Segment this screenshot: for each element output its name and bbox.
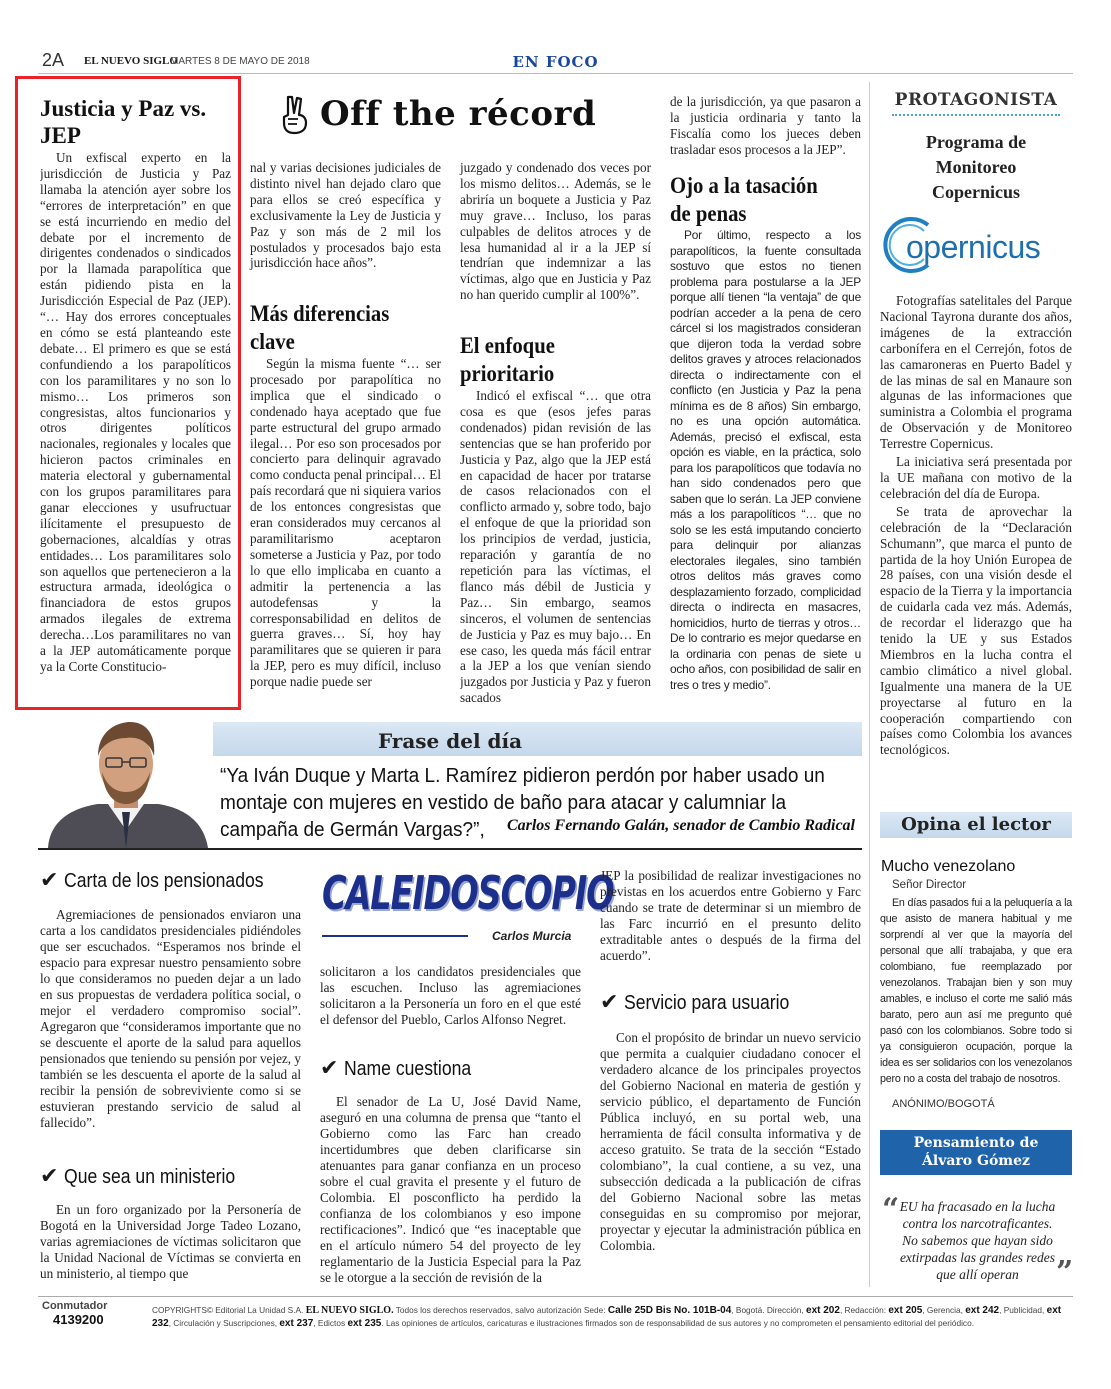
check-icon: ✔ <box>40 1164 59 1189</box>
page-number: 2A <box>42 50 65 70</box>
section3-continued <box>600 868 861 966</box>
footer-credits <box>152 1304 1062 1330</box>
newspaper-name: EL NUEVO SIGLO <box>84 55 178 67</box>
section4-paragraph: Con el propósito de brindar un nuevo servicio que permita a cualquier ciudadano conocer el verdadero alcance de los principales proyectos del Gobierno Nacional en materia de gestión y servicio público, el departamento de Función Pública incluyó, en su portal web, una herramienta de fácil consulta informativa y de acceso gratuito. Se trata de la sección “Estado colombiano”, la cual contiene, a su vez, una subsección dedicada a la publicación de cifras del Gobierno Nacional sobre las metas conseguidas en su compromiso por mejorar, proyectar y ejecutar la administración pública en Colombia. <box>600 1030 861 1253</box>
protagonista-label: PROTAGONISTA <box>894 90 1058 110</box>
speaker-photo <box>38 712 213 848</box>
section2-cont-paragraph: solicitaron a los candidatos presidenciales que las escuchen. Incluso las agremiaciones solicitaron a la Personería un foro en el que esté el defensor del Pueblo, Carlos Alfonso Negret. <box>320 964 581 1027</box>
protagonista-paragraph-1: Fotografías satelitales del Parque Nacional Tayrona durante dos años, imágenes de la extracción carbonífera en el Cerrejón, fotos de las camaroneras en Puerto Badel y de las minas de sal en Manaure son algunas de las informaciones que suministra a Colombia el programa de Observación y de Monitoreo Terrestre Copernicus. <box>880 293 1072 452</box>
col1-article <box>40 150 231 706</box>
col4-paragraph-b: Por último, respecto a los parapolíticos, la fuente consultada sostuvo que estos no tienen problema para postularse a la JEP porque allí tienen “la ventaja” de que podrían acceder a la pena de cero cárcel si los magistrados consideran que dijeron toda la verdad sobre delitos graves y atroces relacionados directa o indirectamente con el conflicto (en Justicia y Paz la pena mínima es de 8 años) Sin embargo, no es una opción automática. Además, precisó el exfiscal, esta opción es viable, en la práctica, solo para los parapolíticos que todavía no han sido condenados pero que saben que lo serán. La JEP conviene más a los parapolíticos “… que no solo se les está imputando concierto para delinquir por alianzas electorales ilegales, sino también otros delitos más graves como desplazamiento forzado, complicidad directa o indirecta en masacres, homicidios, hurto de tierras y otros…De lo contrario es mejor quedarse en la ordinaria con penas de siete u ocho años, con posibilidad de salir en tres o tres y medio”. <box>670 228 861 692</box>
col1-title <box>40 95 230 149</box>
header-rule <box>38 73 1073 74</box>
check-icon: ✔ <box>40 868 59 893</box>
dotted-rule <box>892 114 1060 116</box>
col2-article-b <box>250 356 441 708</box>
footer-city: , Bogotá. Dirección, <box>731 1305 804 1315</box>
section4-heading <box>600 990 870 1016</box>
letter-salutation: Señor Director <box>892 879 967 891</box>
col3-subtitle: El enfoque prioritario <box>460 333 555 386</box>
col1-paragraph: Un exfiscal experto en la jurisdicción de Justicia y Paz llamaba la atención ayer sobre los “errores de interpretación” en que se está incurriendo en medio del debate por el incremento de dirigentes condenados o sindicados por la llamada parapolítica que están pidiendo pista en la Jurisdicción Especial de Paz (JEP). “… Hay dos errores conceptuales en cómo se está planteando este debate… El primero es que se está confundiendo a los parapolíticos con los paramilitares y no son lo mismo… Los primeros son congresistas, altos funcionarios y otros dirigentes políticos nacionales, regionales y locales que hicieron pactos criminales en materia electoral y gubernamental con los grupos paramilitares para ganar elecciones y usufructuar ilícitamente el presupuesto de gobernaciones, alcaldías y otras entidades… Los paramilitares solo son aquellos que pertenecieron a la estructura armada, ideológica o financiadora de estos grupos armados ilegales de extrema derecha…Los paramilitares no van a la JEP automáticamente porque ya la Corte Constitucio- <box>40 150 231 674</box>
sidebar-divider <box>869 82 870 1287</box>
section3-paragraph: El senador de La U, José David Name, aseguró en una columna de prensa que “tanto el Gobierno como las Farc han creado incertidumbres que deben clarificarse sin atenuantes para ganar confianza en un proceso sobre el cual gravita el presente y el futuro de Colombia. El posconflicto ha perdido la confianza de los colombianos y eso impone rectificaciones”. Indicó que “es inaceptable que en el artículo número 54 del proyecto de ley reglamentario de la Justicia Especial para la Paz se le otorgue a la sección de revisión de la <box>320 1094 581 1285</box>
conmutador-number: 4139200 <box>53 1312 104 1327</box>
letter-title: Mucho venezolano <box>881 858 1016 875</box>
protagonista-paragraph-3: Se trata de aprovechar la celebración de la “Declaración Schumann”, que marca el punto de partida de la hoy Unión Europea de 28 países, con una visión desde el espacio de la Tierra y la importancia de cuidarla cada vez más. Además, de recordar el liderazgo que ha tenido la UE y sus Estados Miembros en la lucha contra el cambio climático a nivel global. Igualmente una manera de la UE proyectarse al futuro en la cooperación compartiendo con países como Colombia los avances tecnológicos. <box>880 503 1072 758</box>
section4-article <box>600 1030 861 1256</box>
pensamiento-quote: EU ha fracasado en la lucha contra los narcotraficantes. No sabemos que hayan sido extirpadas las grandes redes que allí operan <box>899 1199 1056 1282</box>
col2-paragraph-b: Según la misma fuente “… ser procesado por parapolítica no implica que el sindicado o condenado haya aceptado que fue parte estructural del grupo armado ilegal… Por eso son procesados por concierto para delinquir agravado como conducta penal principal… El país recordará que ni siquiera varios de los entonces congresistas que eran considerados muy cercanos al paramilitarismo aceptaron someterse a Justicia y Paz, por todo lo que ello implicaba en cuanto a admitir la pertenencia a las autodefensas y la corresponsabilidad en delitos de guerra graves… Sí, hoy hay paramilitares que se quieren ir para la JEP, pero es muy difícil, incluso porque nadie puede ser <box>250 356 441 690</box>
letter-paragraph: En días pasados fui a la peluquería a la que asisto de manera habitual y me sorprendí al ver que la mayoría del personal que allí trabajaba, y que era colombiano, fue reemplazado por venezolanos. Trabajan bien y son muy amables, e incluso el corte me salió más barato, pero aun así me pregunto qué pasó con los colombianos. Sobre todo si ya consiguieron ocupación, porque la idea es ser solidarios con los venezolanos pero no a costa del trabajo de nosotros. <box>880 897 1072 1085</box>
col2-paragraph-a: nal y varias decisiones judiciales de distinto nivel han dejado claro que para ellos se creó específica y exclusivamente la Ley de Justicia y Paz y son más de 2 mil los postulados y procesados bajo esta jurisdicción hace años”. <box>250 160 441 271</box>
section2-heading <box>40 1164 310 1190</box>
col1-title-text: Justicia y Paz vs. JEP <box>40 96 207 148</box>
issue-date: MARTES 8 DE MAYO DE 2018 <box>170 56 310 67</box>
check-icon: ✔ <box>320 1056 339 1081</box>
copernicus-logo-text: opernicus <box>906 229 1041 265</box>
section1-title: Carta de los pensionados <box>63 870 264 892</box>
section2-paragraph: En un foro organizado por la Personería de Bogotá en la Universidad Jorge Tadeo Lozano, varias agremiaciones de víctimas solicitaron que la Unidad Nacional de Víctimas se convierta en un ministerio, al tiempo que <box>40 1202 301 1281</box>
copernicus-logo <box>880 215 1070 275</box>
section3-article <box>320 1094 581 1288</box>
footer-gerencia: , Gerencia, <box>922 1305 963 1315</box>
off-record-title: Off the récord <box>320 94 597 134</box>
frase-quote: “Ya Iván Duque y Marta L. Ramírez pidieron perdón por haber usado un montaje con mujeres en vestido de baño para atacar y calumniar la campaña de Germán Vargas?”, <box>220 765 825 841</box>
footer-copyright: COPYRIGHTS© Editorial La Unidad S.A. <box>152 1305 304 1315</box>
footer-ext-circ: ext 237 <box>279 1318 314 1329</box>
col3-article-a <box>460 160 651 305</box>
col4-article-a <box>670 94 861 160</box>
footer-publicidad: , Publicidad, <box>999 1305 1045 1315</box>
caleidoscopio-author: Carlos Murcia <box>492 929 572 943</box>
col3-paragraph-b: Indicó el exfiscal “… que otra cosa es que (esos jefes paras condenados) pidan revisión de las sentencias que se han proferido por Justicia y Paz, algo que la JEP está en capacidad de hacer por tratarse de casos relacionados con el conflicto armado y, sobre todo, bajo el enfoque de que la prioridad son los principios de verdad, justicia, reparación y garantía de no repetición para las víctimas, el flanco más débil de Justicia y Paz… Sin embargo, seamos sinceros, el volumen de sentencias de Justicia y Paz es muy bajo… En ese caso, les queda más fácil entrar a la JEP a los que venían siendo juzgados por Justicia y Paz y fueron sacados <box>460 388 651 706</box>
footer-disclaimer: . Las opiniones de artículos, caricaturas e ilustraciones firmados son de responsabilidad de sus autores y no comprometen el pensamiento editorial del periódico. <box>381 1318 974 1328</box>
footer-redaccion: , Redacción: <box>839 1305 887 1315</box>
section1-paragraph: Agremiaciones de pensionados enviaron una carta a los candidatos presidenciales pidiéndoles que ser escuchados. “Esperamos nos brinde el espacio para expresar nuestro pensamiento sobre lo que consideramos no pueden dejar a un lado en sus propuestas de verdadera política social, o mejor el verdadero compromiso social”. Agregaron que “consideramos importante que no se descuente el aporte de la salud para aquellos pensionados que teniendo su pensión por vejez, y también se les descuenta el aporte de la salud al recibir la pensión de sobreviviente como si se estuvieran prestando servicio de salud al fallecido”. <box>40 907 301 1130</box>
col4-subtitle: Ojo a la tasación de penas <box>670 173 818 226</box>
caleidoscopio-logo: CALEIDOSCOPIO <box>322 866 614 920</box>
footer-ext-ger: ext 242 <box>965 1305 1000 1316</box>
section3-cont-paragraph: JEP la posibilidad de realizar investigaciones no previstas en los acuerdos entre Gobierno y Farc cuando se trate de determinar si un miembro de las Farc incurrió en el presunto delito extraditable antes o después de la firma del acuerdo”. <box>600 868 861 963</box>
footer-circulacion: , Circulación y Suscripciones, <box>168 1318 278 1328</box>
check-icon: ✔ <box>600 990 619 1015</box>
footer-ext-red: ext 205 <box>888 1305 923 1316</box>
section1-article <box>40 907 301 1133</box>
footer-rights: Todos los derechos reservados, salvo autorización Sede: <box>395 1305 606 1315</box>
frase-author: Carlos Fernando Galán, senador de Cambio Radical <box>506 817 855 834</box>
col2-article-a <box>250 160 441 273</box>
pensamiento-title: Pensamiento de Álvaro Gómez <box>913 1135 1039 1169</box>
frase-title: Frase del día <box>377 729 523 753</box>
opina-title: Opina el lector <box>901 814 1051 835</box>
section-title: EN FOCO <box>512 53 599 71</box>
section2-title: Que sea un ministerio <box>63 1166 235 1188</box>
footer-ext-pub: ext 232 <box>152 1305 1062 1329</box>
victory-hand-icon <box>278 95 312 135</box>
protagonista-name: Programa de Monitoreo Copernicus <box>925 132 1027 202</box>
section4-title: Servicio para usuario <box>623 992 789 1014</box>
section1-heading <box>40 868 310 894</box>
col4-paragraph-a: de la jurisdicción, ya que pasaron a la justicia ordinaria y tanto la Fiscalía como los jueces deben trasladar esos procesos a la JEP”. <box>670 94 861 157</box>
protagonista-text <box>880 293 1072 760</box>
section2-article <box>40 1202 301 1284</box>
footer-paper: EL NUEVO SIGLO. <box>305 1305 394 1316</box>
section3-title: Name cuestiona <box>343 1058 471 1080</box>
col3-article-b <box>460 388 651 708</box>
letter-signature: ANÓNIMO/BOGOTÁ <box>892 1098 995 1110</box>
protagonista-paragraph-2: La iniciativa será presentada por la UE mañana con motivo de la celebración del día de Europa. <box>880 454 1072 501</box>
open-quote-icon: “ <box>882 1192 900 1227</box>
footer-ext-dir: ext 202 <box>806 1305 840 1316</box>
conmutador-label: Conmutador <box>42 1300 108 1312</box>
section3-heading <box>320 1056 590 1082</box>
col2-subtitle: Más diferencias clave <box>250 301 390 354</box>
footer-ext-edi: ext 235 <box>347 1318 382 1329</box>
section2-continued <box>320 964 581 1030</box>
letter-body <box>880 895 1072 1087</box>
close-quote-icon: ” <box>1056 1255 1074 1290</box>
col4-article-b <box>670 228 861 708</box>
caleidoscopio-rule <box>322 935 468 937</box>
col3-paragraph-a: juzgado y condenado dos veces por los mismo delitos… Además, se le abriría un boquete a Justicia y Paz muy grave… Incluso, los paras culpables de delitos atroces y de lesa humanidad al ir a la JEP sí tendrían que indemnizar a las víctimas, algo que en Justicia y Paz no han querido cumplir al 100%”. <box>460 160 651 303</box>
footer-rule <box>38 1296 1073 1297</box>
frase-rule <box>38 848 862 850</box>
footer-edictos: , Edictos <box>313 1318 346 1328</box>
footer-address: Calle 25D Bis No. 101B-04 <box>607 1305 732 1316</box>
